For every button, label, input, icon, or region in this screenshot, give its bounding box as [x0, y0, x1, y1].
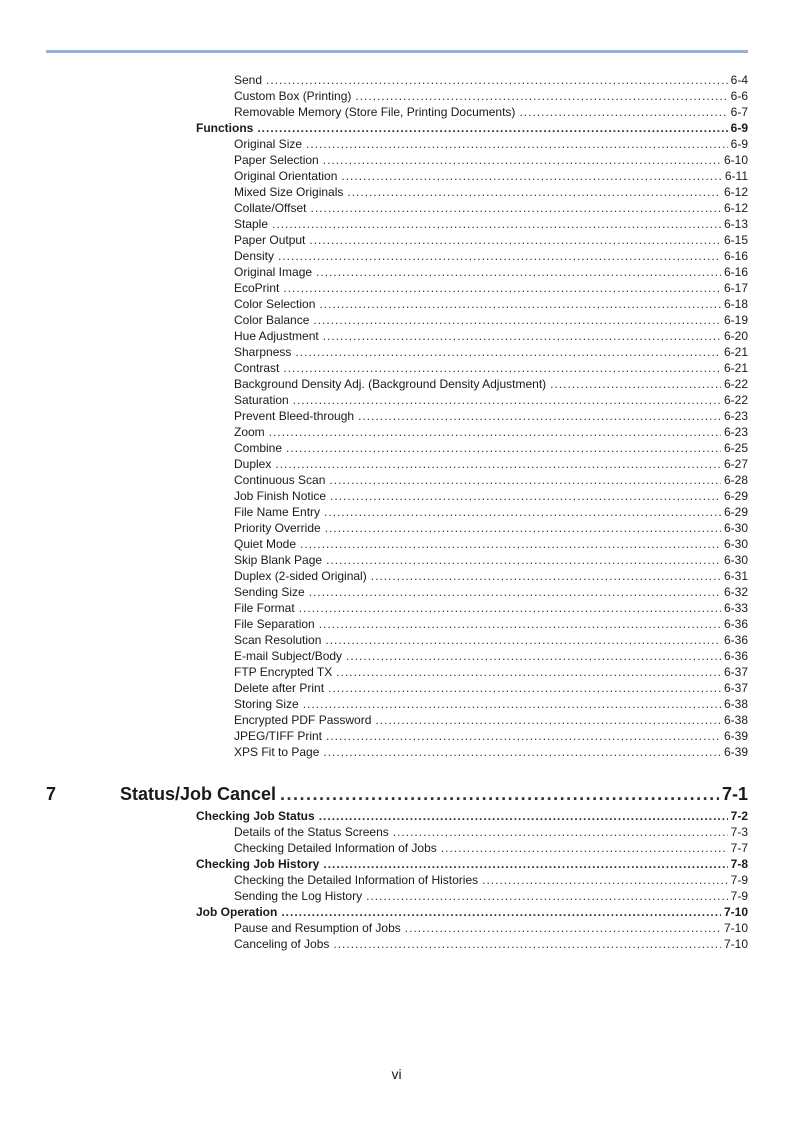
- toc-entry-title: Removable Memory (Store File, Printing Documents): [234, 105, 516, 119]
- toc-entry[interactable]: [234, 536, 748, 552]
- toc-entry-page: 6-33: [723, 601, 748, 615]
- toc-entry-title: Skip Blank Page: [234, 553, 323, 567]
- toc-entry-title: Continuous Scan: [234, 473, 326, 487]
- toc-entry[interactable]: [234, 72, 748, 88]
- toc-entry-title: Prevent Bleed-through: [234, 409, 355, 423]
- toc-entry-title: Delete after Print: [234, 681, 325, 695]
- toc-entry-title: Checking Detailed Information of Jobs: [234, 841, 437, 855]
- toc-entry-page: 6-29: [723, 489, 748, 503]
- dot-leader: [278, 248, 721, 264]
- dot-leader: [482, 872, 728, 888]
- toc-entry-page: 6-36: [723, 633, 748, 647]
- toc-entry-page: 6-23: [723, 425, 748, 439]
- toc-entry[interactable]: [234, 104, 748, 120]
- dot-leader: [313, 312, 721, 328]
- toc-entry[interactable]: [234, 680, 748, 696]
- toc-entry-page: 7-10: [723, 937, 748, 951]
- toc-entry[interactable]: [234, 744, 748, 760]
- toc-entry-page: 6-30: [723, 553, 748, 567]
- toc-entry[interactable]: [234, 824, 748, 840]
- toc-entry-title: Sending the Log History: [234, 889, 363, 903]
- toc-entry-title: Density: [234, 249, 275, 263]
- toc-entry-page: 6-29: [723, 505, 748, 519]
- chapter-page: 7-1: [721, 784, 748, 804]
- toc-entry-page: 6-10: [723, 153, 748, 167]
- toc-entry-title: Job Finish Notice: [234, 489, 327, 503]
- toc-entry-title: Pause and Resumption of Jobs: [234, 921, 401, 935]
- toc-entry-page: 6-7: [730, 105, 748, 119]
- toc-entry[interactable]: [234, 392, 748, 408]
- toc-entry-page: 7-9: [730, 873, 748, 887]
- toc-entry-title: Canceling of Jobs: [234, 937, 330, 951]
- dot-leader: [329, 472, 721, 488]
- toc-entry-title: Checking Job History: [196, 857, 320, 871]
- dot-leader: [310, 200, 720, 216]
- toc-entry-page: 6-22: [723, 393, 748, 407]
- toc-entry-page: 6-36: [723, 649, 748, 663]
- toc-entry[interactable]: [234, 136, 748, 152]
- dot-leader: [347, 184, 721, 200]
- toc-entry-page: 6-28: [723, 473, 748, 487]
- toc-entry[interactable]: [234, 376, 748, 392]
- toc-entry-page: 6-39: [723, 729, 748, 743]
- toc-entry-page: 7-7: [730, 841, 748, 855]
- toc-entry-title: FTP Encrypted TX: [234, 665, 333, 679]
- toc-entry-title: Original Size: [234, 137, 303, 151]
- toc-entry[interactable]: [234, 344, 748, 360]
- toc-entry[interactable]: [234, 408, 748, 424]
- toc-entry-page: 6-16: [723, 265, 748, 279]
- toc-entry[interactable]: [234, 88, 748, 104]
- toc-entry-title: Checking Job Status: [196, 809, 315, 823]
- toc-entry[interactable]: [234, 936, 748, 952]
- toc-entry[interactable]: [234, 520, 748, 536]
- toc-entry[interactable]: [234, 696, 748, 712]
- toc-entry-page: 6-12: [723, 185, 748, 199]
- toc-entry-page: 6-11: [724, 169, 748, 183]
- toc-entry-title: Collate/Offset: [234, 201, 307, 215]
- toc-entry-title: Saturation: [234, 393, 289, 407]
- toc-entry-title: Functions: [196, 121, 254, 135]
- toc-entry-title: Encrypted PDF Password: [234, 713, 372, 727]
- toc-entry[interactable]: [234, 200, 748, 216]
- toc-entry-title: Hue Adjustment: [234, 329, 319, 343]
- toc-entry-title: Sharpness: [234, 345, 292, 359]
- toc-entry[interactable]: [234, 328, 748, 344]
- toc-entry-page: 6-25: [723, 441, 748, 455]
- toc-entry-title: Color Balance: [234, 313, 310, 327]
- toc-entry-title: Sending Size: [234, 585, 305, 599]
- dot-leader: [275, 456, 721, 472]
- toc-entry[interactable]: [234, 296, 748, 312]
- toc-entry-title: Combine: [234, 441, 283, 455]
- toc-entry[interactable]: [234, 264, 748, 280]
- toc-entry-page: 7-8: [730, 857, 748, 871]
- dot-leader: [375, 712, 721, 728]
- toc-entry[interactable]: [234, 728, 748, 744]
- toc-entry-page: 6-21: [723, 345, 748, 359]
- dot-leader: [316, 264, 721, 280]
- toc-entry-page: 6-32: [723, 585, 748, 599]
- toc-entry[interactable]: [234, 552, 748, 568]
- toc-entry[interactable]: [234, 472, 748, 488]
- toc-entry-page: 6-18: [723, 297, 748, 311]
- dot-leader: [519, 104, 727, 120]
- toc-entry[interactable]: [234, 872, 748, 888]
- toc-section-entry[interactable]: [196, 904, 748, 920]
- toc-entry[interactable]: [234, 280, 748, 296]
- toc-entry-title: Mixed Size Originals: [234, 185, 344, 199]
- dot-leader: [306, 136, 728, 152]
- toc-entry-page: 7-10: [723, 921, 748, 935]
- toc-entry[interactable]: [234, 248, 748, 264]
- chapter-number: 7: [46, 784, 57, 804]
- toc-entry-page: 6-23: [723, 409, 748, 423]
- toc-entry-title: Contrast: [234, 361, 280, 375]
- dot-leader: [319, 616, 721, 632]
- dot-leader: [325, 520, 721, 536]
- toc-entry[interactable]: [234, 168, 748, 184]
- toc-entry-title: Paper Selection: [234, 153, 319, 167]
- toc-entry-page: 6-36: [723, 617, 748, 631]
- toc-entry[interactable]: [234, 232, 748, 248]
- toc-entry-title: Priority Override: [234, 521, 321, 535]
- toc-entry-title: EcoPrint: [234, 281, 280, 295]
- toc-entry-title: File Name Entry: [234, 505, 321, 519]
- page-number: vi: [391, 1066, 402, 1082]
- dot-leader: [281, 904, 721, 920]
- toc-entry-page: 7-2: [730, 809, 748, 823]
- toc-entry-title: Quiet Mode: [234, 537, 297, 551]
- toc-entry-page: 6-17: [723, 281, 748, 295]
- dot-leader: [266, 72, 728, 88]
- toc-entry[interactable]: [234, 840, 748, 856]
- dot-leader: [330, 488, 721, 504]
- toc-entry-page: 6-19: [723, 313, 748, 327]
- toc-entry-title: Original Image: [234, 265, 313, 279]
- toc-entry-title: Storing Size: [234, 697, 299, 711]
- dot-leader: [326, 728, 721, 744]
- dot-leader: [355, 88, 727, 104]
- toc-entry-page: 6-38: [723, 697, 748, 711]
- toc-entry-page: 6-21: [723, 361, 748, 375]
- toc-entry-page: 6-37: [723, 681, 748, 695]
- dot-leader: [283, 280, 721, 296]
- dot-leader: [319, 296, 721, 312]
- toc-entry-title: Staple: [234, 217, 269, 231]
- toc-entry-page: 6-13: [723, 217, 748, 231]
- toc-entry[interactable]: [234, 712, 748, 728]
- toc-entry-title: Job Operation: [196, 905, 278, 919]
- toc-entry-title: Background Density Adj. (Background Density Adjustment): [234, 377, 547, 391]
- dot-leader: [341, 168, 721, 184]
- dot-leader: [366, 888, 728, 904]
- toc-entry-title: Original Orientation: [234, 169, 338, 183]
- toc-entry-page: 6-27: [723, 457, 748, 471]
- toc-entry-title: Checking the Detailed Information of Histories: [234, 873, 479, 887]
- dot-leader: [283, 360, 721, 376]
- toc-entry-page: 6-6: [730, 89, 748, 103]
- dot-leader: [328, 680, 721, 696]
- chapter-title: Status/Job Cancel: [120, 784, 277, 804]
- toc-entry[interactable]: [234, 440, 748, 456]
- toc-entry[interactable]: [234, 888, 748, 904]
- dot-leader: [336, 664, 721, 680]
- toc-entry[interactable]: [234, 312, 748, 328]
- dot-leader: [319, 808, 728, 824]
- toc-entry[interactable]: [234, 488, 748, 504]
- toc-entry[interactable]: [234, 648, 748, 664]
- dot-leader: [299, 600, 721, 616]
- toc-entry-page: 6-37: [723, 665, 748, 679]
- toc-entry[interactable]: [234, 920, 748, 936]
- toc-entry-page: 7-10: [723, 905, 748, 919]
- toc-section-entry[interactable]: [196, 808, 748, 824]
- toc-entry[interactable]: [234, 184, 748, 200]
- toc-entry-page: 6-9: [730, 121, 748, 135]
- dot-leader: [325, 632, 721, 648]
- toc-entry-page: 7-3: [730, 825, 748, 839]
- dot-leader: [272, 216, 721, 232]
- toc-entry-title: File Separation: [234, 617, 315, 631]
- toc-entry-title: JPEG/TIFF Print: [234, 729, 323, 743]
- dot-leader: [405, 920, 721, 936]
- dot-leader: [257, 120, 727, 136]
- toc-entry-page: 6-39: [723, 745, 748, 759]
- toc-entry[interactable]: [234, 216, 748, 232]
- toc-entry-page: 6-9: [730, 137, 748, 151]
- toc-entry-title: Send: [234, 73, 263, 87]
- dot-leader: [286, 440, 721, 456]
- toc-entry-title: Scan Resolution: [234, 633, 322, 647]
- toc-entry-page: 7-9: [730, 889, 748, 903]
- dot-leader: [550, 376, 721, 392]
- toc-entry-title: File Format: [234, 601, 295, 615]
- toc-entry-page: 6-15: [723, 233, 748, 247]
- toc-entry-title: Color Selection: [234, 297, 316, 311]
- dot-leader: [300, 536, 721, 552]
- dot-leader: [358, 408, 721, 424]
- toc-entry[interactable]: [234, 600, 748, 616]
- toc-entry[interactable]: [234, 424, 748, 440]
- chapter-heading[interactable]: [46, 782, 748, 806]
- toc-entry-page: 6-20: [723, 329, 748, 343]
- toc-entry[interactable]: [234, 632, 748, 648]
- toc-section-entry[interactable]: [196, 856, 748, 872]
- dot-leader: [324, 504, 721, 520]
- dot-leader: [280, 782, 719, 806]
- dot-leader: [323, 856, 727, 872]
- toc-entry-title: Custom Box (Printing): [234, 89, 352, 103]
- toc-entry-title: Duplex (2-sided Original): [234, 569, 367, 583]
- dot-leader: [346, 648, 721, 664]
- dot-leader: [269, 424, 721, 440]
- dot-leader: [323, 328, 721, 344]
- toc-entry-page: 6-22: [723, 377, 748, 391]
- toc-entry-page: 6-30: [723, 521, 748, 535]
- toc-entry-page: 6-12: [723, 201, 748, 215]
- dot-leader: [323, 152, 721, 168]
- toc-section-entry[interactable]: [196, 120, 748, 136]
- dot-leader: [303, 696, 721, 712]
- dot-leader: [393, 824, 728, 840]
- dot-leader: [323, 744, 721, 760]
- toc-entry-title: Paper Output: [234, 233, 306, 247]
- toc-entry[interactable]: [234, 584, 748, 600]
- toc-entry-title: XPS Fit to Page: [234, 745, 320, 759]
- toc-entry-title: E-mail Subject/Body: [234, 649, 343, 663]
- toc-entry[interactable]: [234, 616, 748, 632]
- dot-leader: [441, 840, 728, 856]
- toc-entry[interactable]: [234, 568, 748, 584]
- dot-leader: [309, 232, 721, 248]
- header-rule: [46, 50, 748, 53]
- toc-entry[interactable]: [234, 360, 748, 376]
- toc-entry-page: 6-30: [723, 537, 748, 551]
- toc-entry-page: 6-38: [723, 713, 748, 727]
- toc-entry-title: Zoom: [234, 425, 265, 439]
- toc-entry-title: Duplex: [234, 457, 272, 471]
- dot-leader: [371, 568, 721, 584]
- dot-leader: [293, 392, 721, 408]
- toc-entry[interactable]: [234, 152, 748, 168]
- dot-leader: [295, 344, 721, 360]
- toc-entry[interactable]: [234, 456, 748, 472]
- toc-entry[interactable]: [234, 504, 748, 520]
- dot-leader: [326, 552, 721, 568]
- toc-entry-page: 6-16: [723, 249, 748, 263]
- toc-entry-title: Details of the Status Screens: [234, 825, 389, 839]
- toc-entry-page: 6-4: [730, 73, 748, 87]
- dot-leader: [333, 936, 721, 952]
- toc-entry[interactable]: [234, 664, 748, 680]
- dot-leader: [309, 584, 721, 600]
- toc-entry-page: 6-31: [723, 569, 748, 583]
